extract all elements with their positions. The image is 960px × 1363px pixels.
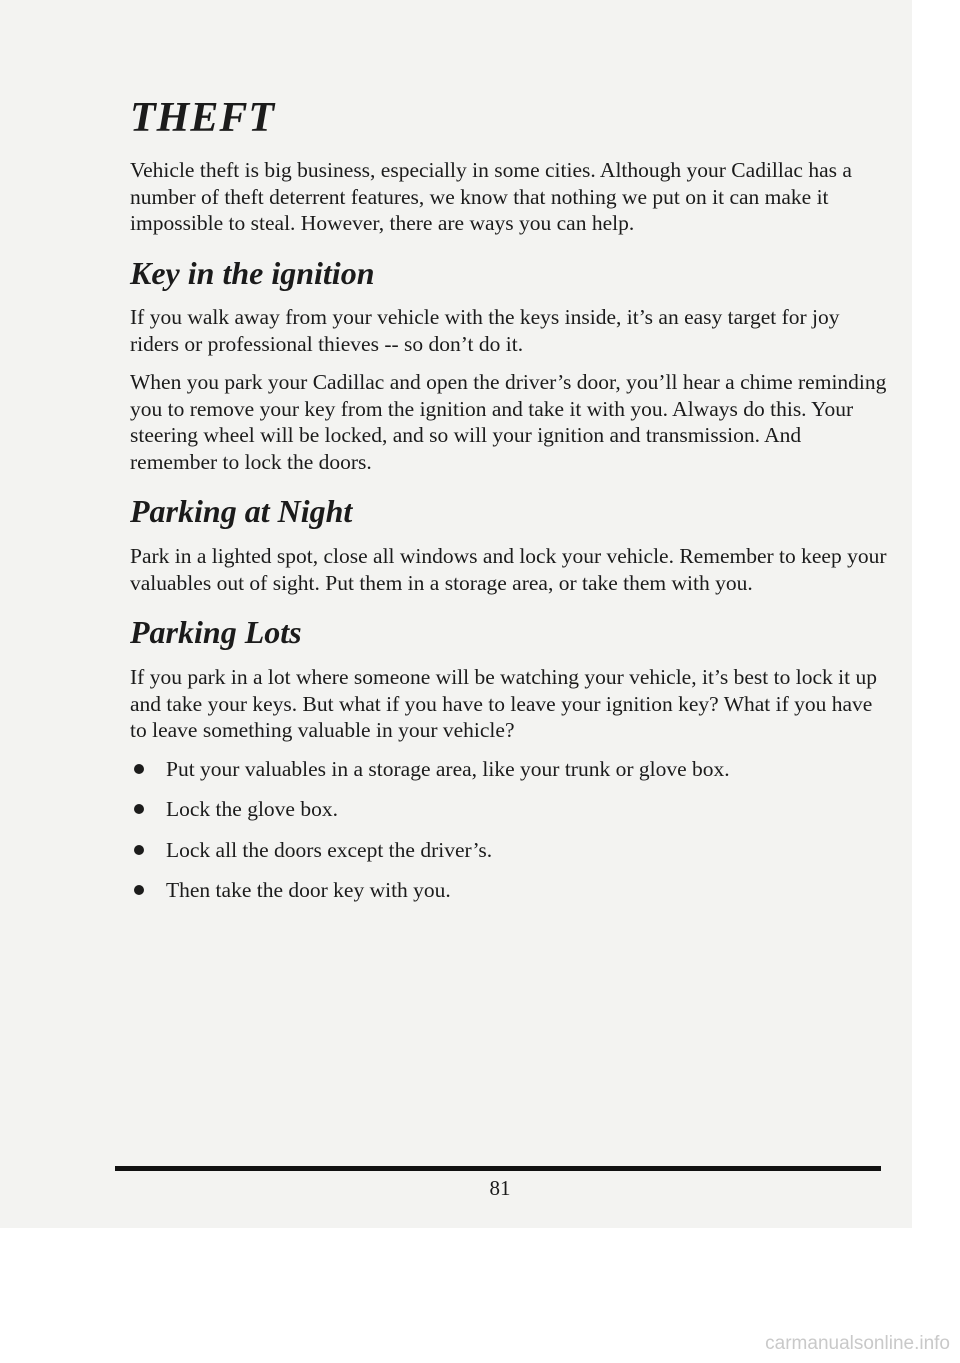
section-heading: Key in the ignition	[130, 254, 375, 291]
bullet-icon	[134, 885, 144, 895]
section-heading: Parking Lots	[130, 614, 302, 651]
section-parking-lots	[130, 614, 890, 903]
list-item	[130, 837, 890, 864]
section-heading: Parking at Night	[130, 493, 353, 530]
list-item	[130, 756, 890, 783]
section-paragraph: If you walk away from your vehicle with the keys inside, it’s an easy target for joy riders or professional thieves -- so don’t do it.	[130, 305, 840, 356]
watermark-text: carmanualsonline.info	[765, 1333, 950, 1354]
section-key-in-ignition	[130, 255, 890, 476]
list-item-text: Lock all the doors except the driver’s.	[166, 837, 493, 862]
list-item-text: Lock the glove box.	[166, 797, 338, 822]
section-paragraph: If you park in a lot where someone will be watching your vehicle, it’s best to lock it up and take your keys. But what if you have to leave your ignition key? What if you have to leave something valuable in your vehicle?	[130, 665, 877, 743]
bullet-list	[130, 756, 890, 904]
bullet-icon	[134, 764, 144, 774]
section-paragraph: When you park your Cadillac and open the driver’s door, you’ll hear a chime reminding you to remove your key from the ignition and take it with you. Always do this. Your steering wheel will be locked, and so will your ignition and transmission. And remember to lock the doors.	[130, 370, 887, 474]
intro-paragraph: Vehicle theft is big business, especially in some cities. Although your Cadillac has a number of theft deterrent features, we know that nothing we put on it can make it impossible to steal. However, there are ways you can help.	[130, 158, 852, 236]
list-item-text: Put your valuables in a storage area, like your trunk or glove box.	[166, 756, 730, 781]
bullet-icon	[134, 804, 144, 814]
list-item	[130, 877, 890, 904]
footer-rule	[115, 1166, 881, 1171]
bullet-icon	[134, 845, 144, 855]
list-item-text: Then take the door key with you.	[166, 878, 451, 903]
section-parking-at-night	[130, 493, 890, 596]
list-item	[130, 796, 890, 823]
section-paragraph: Park in a lighted spot, close all windows and lock your vehicle. Remember to keep your valuables out of sight. Put them in a storage area, or take them with you.	[130, 544, 887, 595]
page-content	[130, 95, 890, 918]
page-title: THEFT	[130, 95, 276, 141]
page-number: 81	[489, 1176, 511, 1200]
